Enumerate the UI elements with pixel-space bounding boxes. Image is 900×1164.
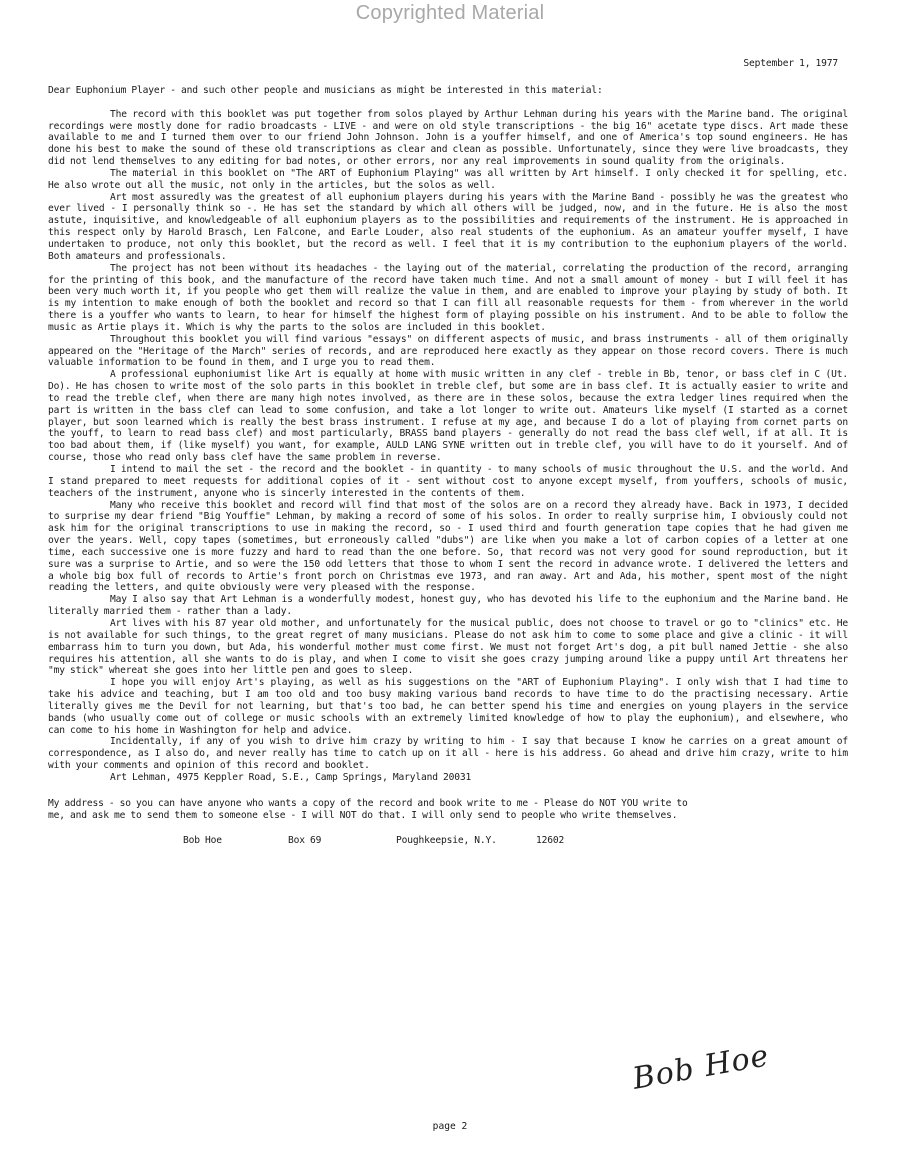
paragraph-record-origin: The record with this booklet was put together from solos played by Arthur Lehman during his years with the Marine band. The original recordings were mostly done for radio broadcasts - LIVE - and were on old style transcriptions - the big 16" acetate type discs. Art made these available to me and I turned them over to our friend John Johnson. John is a youffer himself, and one of America's top sound engineers. He has done his best to make the sound of these old transcriptions as clear and clean as possible. Unfortunately, since they were live broadcasts, they did not lend themselves to any editing for bad notes, or other errors, nor any real improvements in sound quality from the originals.	[48, 108, 848, 168]
paragraph-booklet-material: The material in this booklet on "The ART of Euphonium Playing" was all written by Art himself. I only checked it for spelling, etc. He also wrote out all the music, not only in the articles, but the solos as well.	[48, 167, 848, 191]
my-address-note: My address - so you can have anyone who wants a copy of the record and book write to me - Please do NOT YOU write to me, and ask me to send them to someone else - I will NOT do that. I will only send to people who write themselves.	[48, 797, 688, 821]
page-number: page 2	[432, 1121, 468, 1132]
paragraph-incidentally: Incidentally, if any of you wish to drive him crazy by writing to him - I say that because I know he carries on a great amount of correspondence, as I also do, and never really has time to catch up on it all - here is his address. Go ahead and drive him crazy, write to him with your comments and opinion of this record and booklet.	[48, 736, 848, 772]
paragraph-project-headaches: The project has not been without its headaches - the laying out of the material, correlating the production of the record, arranging for the printing of this book, and the manufacture of the record have taken much time. And not a small amount of money - but I will feel it has been very much worth it, if you people who get them will realize the value in them, and are enabled to improve your playing by study of both. It is my intention to make enough of both the booklet and record so that I can fill all reasonable requests for them - from wherever in the world there is a youffer who wants to learn, to hear for himself the highest form of playing possible on his instrument. And to be able to follow the music as Artie plays it. Which is why the parts to the solos are included in this booklet.	[48, 262, 848, 333]
sender-box: Box 69	[288, 835, 322, 847]
art-address: Art Lehman, 4975 Keppler Road, S.E., Camp Springs, Maryland 20031	[110, 771, 472, 783]
paragraph-modest-guy: May I also say that Art Lehman is a wonderfully modest, honest guy, who has devoted his life to the euphonium and the Marine band. He literally married them - rather than a lady.	[48, 594, 848, 618]
sender-city: Poughkeepsie, N.Y.	[396, 835, 497, 847]
letter-date: September 1, 1977	[743, 58, 838, 69]
paragraph-clinics: Art lives with his 87 year old mother, and unfortunately for the musical public, does not choose to travel or go to "clinics" etc. He is not available for such things, to the great regret of many musicians. Please do not ask him to come to some place and give a clinic - it will embarrass him to turn you down, but Ada, his wonderful mother must come first. We must not forget Art's dog, a pit bull named Jettie - she also requires his attention, all she wants to do is play, and when I come to visit she goes crazy jumping around like a puppy until Art threatens her "my stick" whereat she goes into her little pen and goes to sleep.	[48, 617, 848, 677]
sender-zip: 12602	[536, 835, 565, 847]
sender-footer	[48, 835, 848, 865]
letter-body	[48, 58, 848, 865]
paragraph-1973-record: Many who receive this booklet and record will find that most of the solos are on a record they already have. Back in 1973, I decided to surprise my dear friend "Big Youffie" Lehman, by making a record of some of his solos. In order to really surprise him, I obviously could not ask him for the original transcriptions to use in making the record, so - I used third and fourth generation tape copies that he had given me over the years. Well, copy tapes (sometimes, but erroneously called "dubs") are like when you make a lot of carbon copies of a letter at one time, each successive one is more fuzzy and hard to read than the one before. So, that record was not very good for sound reproduction, but it sure was a surprise to Artie, and so were the 150 odd letters that those to whom I sent the record in advance wrote. I delivered the letters and a whole big box full of records to Artie's front porch on Christmas eve 1973, and ran away. Art and Ada, his mother, spent most of the night reading the letters, and quite obviously were very pleased with the response.	[48, 499, 848, 594]
sender-name: Bob Hoe	[183, 835, 222, 847]
paragraph-art-greatest: Art most assuredly was the greatest of all euphonium players during his years with the Marine Band - possibly he was the greatest who ever lived - I personally think so -. He has set the standard by which all others will be judged, now, and in the future. He is also the most astute, inquisitive, and knowledgeable of all euphonium players as to the possibilities and requirements of the instrument. He is approached in this respect only by Harold Brasch, Len Falcone, and Earle Louder, also real students of the euphonium. As an amateur youffer myself, I have undertaken to produce, not only this booklet, but the record as well. I feel that it is my contribution to the euphonium players of the world. Both amateurs and professionals.	[48, 191, 848, 262]
handwritten-signature: Bob Hoe	[630, 1038, 772, 1097]
paragraph-enjoy-playing: I hope you will enjoy Art's playing, as well as his suggestions on the "ART of Euphonium Playing". I only wish that I had time to take his advice and teaching, but I am too old and too busy making various band records to have time to do the practising necessary. Artie literally gives me the Devil for not learning, but that's too bad, he can better spend his time and energies on young players in the service bands (who usually come out of college or music schools with an extremely limited knowledge of how to play the euphonium), and elsewhere, who can come to his home in Washington for help and advice.	[48, 677, 848, 736]
paragraph-mailing: I intend to mail the set - the record and the booklet - in quantity - to many schools of music throughout the U.S. and the world. And I stand prepared to meet requests for additional copies of it - sent without cost to anyone except myself, from youffers, schools of music, teachers of the instrument, anyone who is sincerly interested in the contents of them.	[48, 464, 848, 499]
paragraph-essays: Throughout this booklet you will find various "essays" on different aspects of music, and brass instruments - all of them originally appeared on the "Heritage of the March" series of records, and are reproduced here exactly as they appear on those record covers. There is much valuable information to be found in them, and I urge you to read them.	[48, 333, 848, 369]
paragraph-clefs: A professional euphoniumist like Art is equally at home with music written in any clef - treble in Bb, tenor, or bass clef in C (Ut. Do). He has chosen to write most of the solo parts in this booklet in treble clef, but some are in bass clef. It is actually easier to write and to read the treble clef, when there are many high notes involved, as there are in these solos, because the extra ledger lines required when the part is written in the bass clef can lead to some confusion, and take a lot longer to write out. Amateurs like myself (I started as a cornet player, but soon learned which is really the best brass instrument. I refuse at my age, and because I do a lot of playing from cornet parts on the youff, to learn to read bass clef) and most particularly, BRASS band players - generally do not read the bass clef well, if at all. It is too bad about them, if (like myself) you want, for example, AULD LANG SYNE written out in treble clef, you will have to do it yourself. And of course, those who read only bass clef have the same problem in reverse.	[48, 369, 848, 464]
salutation: Dear Euphonium Player - and such other people and musicians as might be interested in this material:	[48, 84, 603, 96]
copyright-watermark: Copyrighted Material	[355, 2, 545, 24]
